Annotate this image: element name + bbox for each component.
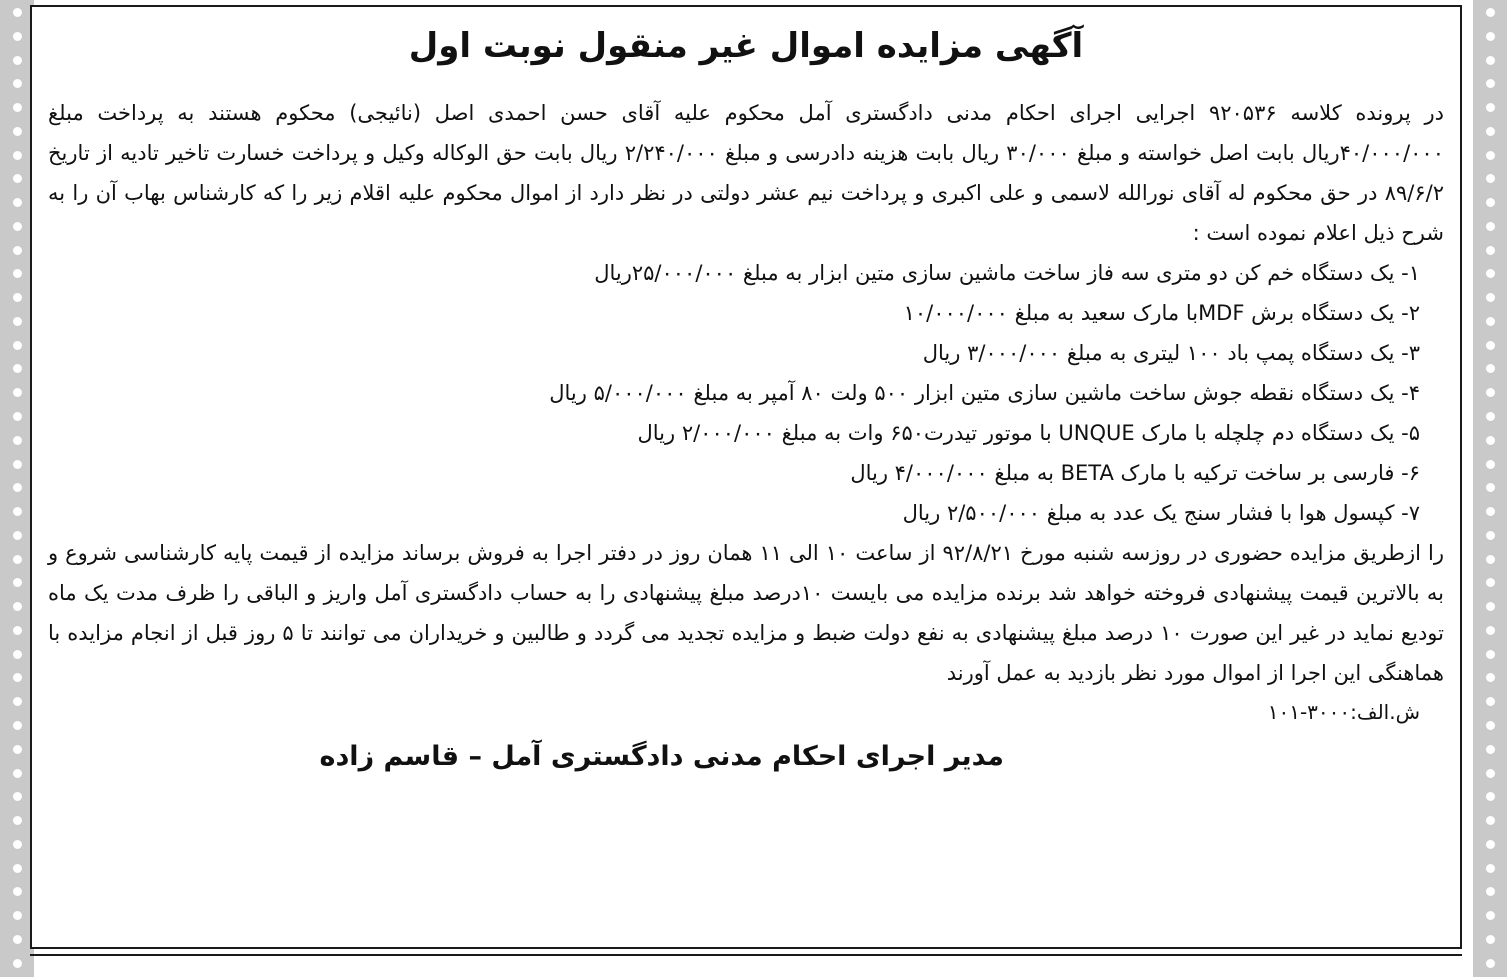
perforation-hole — [13, 269, 22, 278]
perforation-hole — [1486, 198, 1495, 207]
perforation-hole — [13, 555, 22, 564]
perforation-hole — [13, 364, 22, 373]
notice-closing-paragraph: را ازطریق مزایده حضوری در روزسه شنبه مورخ ۹۲/۸/۲۱ از ساعت ۱۰ الی ۱۱ همان روز در دفتر اجرا به فروش برساند مزایده از قیمت پایه کارشناسی شروع و به بالاترین قیمت پیشنهادی فروخته خواهد شد برنده مزایده می بایست ۱۰درصد مبلغ پیشنهادی را به حساب دادگستری آمل واریز و الباقی را ظرف مدت یک ماه تودیع نماید در غیر این صورت ۱۰ درصد مبلغ پیشنهادی به نفع دولت ضبط و مزایده تجدید می گردد و طالبین و خریداران می توانند تا ۵ روز قبل از انجام مزایده با هماهنگی این اجرا از اموال مورد نظر بازدید به عمل آورند — [48, 541, 1445, 685]
perforation-hole — [13, 246, 22, 255]
perforation-hole — [1486, 127, 1495, 136]
perforation-hole — [13, 650, 22, 659]
perforation-hole — [13, 293, 22, 302]
perforation-hole — [13, 887, 22, 896]
perforation-hole — [1486, 341, 1495, 350]
perforation-hole — [1486, 56, 1495, 65]
perforation-hole — [1486, 650, 1495, 659]
perforation-hole — [13, 578, 22, 587]
perforation-holes-right — [1473, 8, 1507, 968]
perforation-hole — [1486, 673, 1495, 682]
perforation-hole — [13, 626, 22, 635]
perforation-hole — [1486, 507, 1495, 516]
auction-item: ۶- فارسی بر ساخت ترکیه با مارک BETA به مبلغ ۴/۰۰۰/۰۰۰ ریال — [850, 461, 1420, 485]
auction-item: ۴- یک دستگاه نقطه جوش ساخت ماشین سازی متین ابزار ۵۰۰ ولت ۸۰ آمپر به مبلغ ۵/۰۰۰/۰۰۰ ریال — [549, 381, 1420, 405]
perforation-hole — [1486, 364, 1495, 373]
perforation-hole — [13, 32, 22, 41]
perforation-hole — [13, 864, 22, 873]
perforation-hole — [1486, 79, 1495, 88]
signature-line: مدیر اجرای احکام مدنی دادگستری آمل – قاسم زاده — [319, 741, 1004, 772]
perforation-hole — [13, 840, 22, 849]
perforation-hole — [1486, 816, 1495, 825]
perforation-hole — [13, 483, 22, 492]
perforation-hole — [13, 436, 22, 445]
auction-item: ۳- یک دستگاه پمپ باد ۱۰۰ لیتری به مبلغ ۳/۰۰۰/۰۰۰ ریال — [922, 341, 1420, 365]
perforation-hole — [13, 103, 22, 112]
notice-intro-paragraph: در پرونده کلاسه ۹۲۰۵۳۶ اجرایی اجرای احکام مدنی دادگستری آمل محکوم علیه آقای حسن احمدی اصل (نائیجی) محکوم هستند به پرداخت مبلغ ۴۰/۰۰۰/۰۰۰ریال بابت اصل خواسته و مبلغ ۳۰/۰۰۰ ریال بابت هزینه دادرسی و مبلغ ۲/۲۴۰/۰۰۰ ریال بابت حق الوکاله وکیل و پرداخت خسارت تاخیر تادیه از تاریخ ۸۹/۶/۲ در حق محکوم له آقای نورالله لاسمی و علی اکبری و پرداخت نیم عشر دولتی در نظر دارد از اموال محکوم علیه اقلام زیر را که کارشناس بهاب آن را به شرح ذیل اعلام نموده است : — [48, 101, 1444, 245]
perforation-hole — [1486, 483, 1495, 492]
perforation-hole — [1486, 602, 1495, 611]
perforation-hole — [1486, 864, 1495, 873]
perforation-holes-left — [0, 8, 34, 968]
auction-item-list — [48, 253, 1444, 533]
auction-item: ۲- یک دستگاه برش MDFبا مارک سعید به مبلغ ۱۰/۰۰۰/۰۰۰ — [903, 301, 1420, 325]
perforation-hole — [13, 317, 22, 326]
perforation-hole — [1486, 412, 1495, 421]
perforation-hole — [1486, 8, 1495, 17]
perforation-hole — [13, 935, 22, 944]
notice-frame — [30, 5, 1462, 949]
perforation-hole — [1486, 959, 1495, 968]
perforation-hole — [1486, 887, 1495, 896]
auction-item: ۷- کپسول هوا با فشار سنج یک عدد به مبلغ ۲/۵۰۰/۰۰۰ ریال — [902, 501, 1420, 525]
notice-title: آگهی مزایده اموال غیر منقول نوبت اول — [408, 26, 1084, 66]
perforation-hole — [1486, 792, 1495, 801]
perforation-hole — [1486, 436, 1495, 445]
perforation-hole — [13, 460, 22, 469]
perforation-hole — [1486, 293, 1495, 302]
perforation-hole — [1486, 935, 1495, 944]
perforation-hole — [1486, 721, 1495, 730]
perforation-hole — [13, 507, 22, 516]
perforation-hole — [13, 769, 22, 778]
perforation-hole — [13, 127, 22, 136]
perforation-hole — [1486, 745, 1495, 754]
perforation-hole — [13, 745, 22, 754]
perforation-hole — [13, 531, 22, 540]
perforation-hole — [13, 673, 22, 682]
auction-item: ۵- یک دستگاه دم چلچله با مارک UNQUE با موتور تیدرت۶۵۰ وات به مبلغ ۲/۰۰۰/۰۰۰ ریال — [637, 421, 1420, 445]
perforation-hole — [13, 56, 22, 65]
perforation-hole — [1486, 32, 1495, 41]
perforation-hole — [1486, 222, 1495, 231]
perforation-hole — [13, 8, 22, 17]
perforation-hole — [13, 792, 22, 801]
perforation-hole — [13, 341, 22, 350]
perforated-edge-left — [0, 0, 34, 977]
perforation-hole — [1486, 246, 1495, 255]
perforation-hole — [1486, 911, 1495, 920]
perforation-hole — [1486, 531, 1495, 540]
perforation-hole — [1486, 578, 1495, 587]
auction-item: ۱- یک دستگاه خم کن دو متری سه فاز ساخت ماشین سازی متین ابزار به مبلغ ۲۵/۰۰۰/۰۰۰ریال — [594, 261, 1420, 285]
perforation-hole — [13, 721, 22, 730]
perforation-hole — [1486, 626, 1495, 635]
perforation-hole — [13, 151, 22, 160]
perforation-hole — [1486, 840, 1495, 849]
perforation-hole — [1486, 151, 1495, 160]
perforation-hole — [1486, 269, 1495, 278]
perforation-hole — [13, 198, 22, 207]
perforation-hole — [13, 816, 22, 825]
reference-number: ش.الف:۳۰۰۰-۱۰۱ — [1267, 700, 1420, 724]
perforation-hole — [1486, 555, 1495, 564]
perforation-hole — [1486, 697, 1495, 706]
perforation-hole — [1486, 388, 1495, 397]
perforation-hole — [1486, 174, 1495, 183]
perforation-hole — [13, 388, 22, 397]
bottom-rule — [30, 954, 1462, 956]
perforation-hole — [13, 412, 22, 421]
perforation-hole — [13, 222, 22, 231]
perforation-hole — [13, 697, 22, 706]
perforation-hole — [13, 959, 22, 968]
perforation-hole — [1486, 769, 1495, 778]
perforation-hole — [1486, 103, 1495, 112]
perforated-edge-right — [1473, 0, 1507, 977]
perforation-hole — [13, 174, 22, 183]
notice-content — [48, 23, 1444, 947]
perforation-hole — [13, 911, 22, 920]
perforation-hole — [1486, 460, 1495, 469]
perforation-hole — [13, 602, 22, 611]
perforation-hole — [13, 79, 22, 88]
perforation-hole — [1486, 317, 1495, 326]
